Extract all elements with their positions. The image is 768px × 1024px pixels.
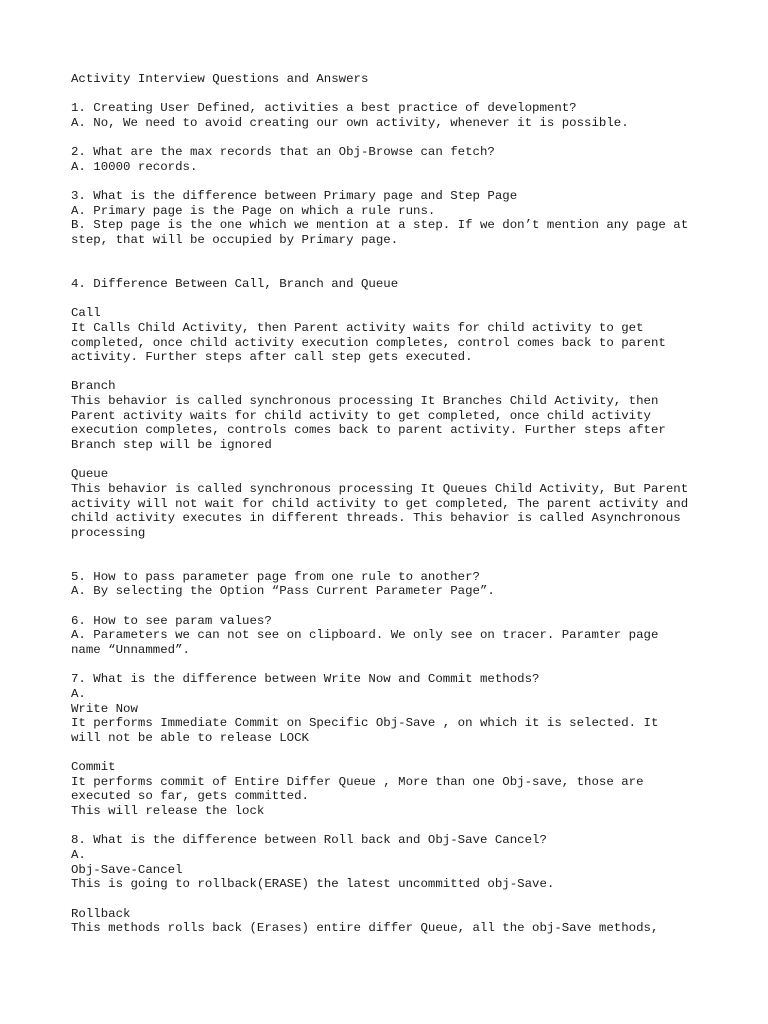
branch-text-line: Parent activity waits for child activity to get completed, once child activity — [71, 408, 651, 423]
obj-save-cancel-heading: Obj-Save-Cancel — [71, 862, 183, 877]
spacer — [71, 292, 711, 307]
question-5: 5. How to pass parameter page from one rule to another? — [71, 569, 480, 584]
write-now-text-line: It performs Immediate Commit on Specific Obj-Save , on which it is selected. It — [71, 716, 659, 731]
answer-8-label: A. — [71, 847, 86, 862]
branch-text-line: This behavior is called synchronous processing It Branches Child Activity, then — [71, 394, 659, 409]
rollback-heading: Rollback — [71, 906, 131, 921]
spacer — [71, 262, 711, 277]
spacer — [71, 453, 711, 468]
commit-text-line: This will release the lock — [71, 804, 265, 819]
answer-5: A. By selecting the Option “Pass Current Parameter Page”. — [71, 584, 495, 599]
document-page — [71, 72, 711, 936]
question-8: 8. What is the difference between Roll back and Obj-Save Cancel? — [71, 833, 547, 848]
answer-3b-line-2: step, that will be occupied by Primary page. — [71, 233, 399, 248]
question-1: 1. Creating User Defined, activities a best practice of development? — [71, 101, 577, 116]
write-now-text-line: will not be able to release LOCK — [71, 730, 309, 745]
document-title: Activity Interview Questions and Answers — [71, 72, 369, 86]
spacer — [71, 892, 711, 907]
queue-text-line: activity will not wait for child activity to get completed, The parent activity and — [71, 496, 689, 511]
answer-3b-line-1: B. Step page is the one which we mention at a step. If we don’t mention any page at — [71, 218, 689, 233]
answer-6-line-1: A. Parameters we can not see on clipboard. We only see on tracer. Paramter page — [71, 628, 659, 643]
spacer — [71, 819, 711, 834]
answer-3a: A. Primary page is the Page on which a rule runs. — [71, 203, 436, 218]
call-text-line: completed, once child activity execution completes, control comes back to parent — [71, 335, 666, 350]
answer-1: A. No, We need to avoid creating our own activity, whenever it is possible. — [71, 115, 629, 130]
spacer — [71, 541, 711, 556]
question-4: 4. Difference Between Call, Branch and Queue — [71, 276, 399, 291]
answer-7-label: A. — [71, 686, 86, 701]
spacer — [71, 365, 711, 380]
call-heading: Call — [71, 306, 101, 321]
spacer — [71, 87, 711, 102]
branch-text-line: execution completes, controls comes back to parent activity. Further steps after — [71, 423, 666, 438]
queue-text-line: This behavior is called synchronous processing It Queues Child Activity, But Parent — [71, 481, 689, 496]
question-7: 7. What is the difference between Write Now and Commit methods? — [71, 672, 540, 687]
commit-text-line: executed so far, gets committed. — [71, 789, 309, 804]
call-text-line: activity. Further steps after call step gets executed. — [71, 350, 473, 365]
commit-text-line: It performs commit of Entire Differ Queue , More than one Obj-save, those are — [71, 774, 644, 789]
spacer — [71, 174, 711, 189]
obj-save-cancel-text: This is going to rollback(ERASE) the latest uncommitted obj-Save. — [71, 877, 555, 892]
branch-heading: Branch — [71, 379, 116, 394]
branch-text-line: Branch step will be ignored — [71, 438, 272, 453]
spacer — [71, 555, 711, 570]
queue-text-line: processing — [71, 525, 146, 540]
question-2: 2. What are the max records that an Obj-Browse can fetch? — [71, 145, 495, 160]
question-3: 3. What is the difference between Primary page and Step Page — [71, 189, 518, 204]
write-now-heading: Write Now — [71, 701, 138, 716]
spacer — [71, 658, 711, 673]
answer-2: A. 10000 records. — [71, 159, 198, 174]
question-6: 6. How to see param values? — [71, 613, 272, 628]
rollback-text: This methods rolls back (Erases) entire differ Queue, all the obj-Save methods, — [71, 921, 659, 936]
commit-heading: Commit — [71, 760, 116, 775]
queue-heading: Queue — [71, 467, 109, 482]
spacer — [71, 131, 711, 146]
spacer — [71, 599, 711, 614]
call-text-line: It Calls Child Activity, then Parent activity waits for child activity to get — [71, 320, 644, 335]
spacer — [71, 248, 711, 263]
answer-6-line-2: name “Unnammed”. — [71, 642, 190, 657]
spacer — [71, 745, 711, 760]
queue-text-line: child activity executes in different threads. This behavior is called Asynchronous — [71, 511, 681, 526]
